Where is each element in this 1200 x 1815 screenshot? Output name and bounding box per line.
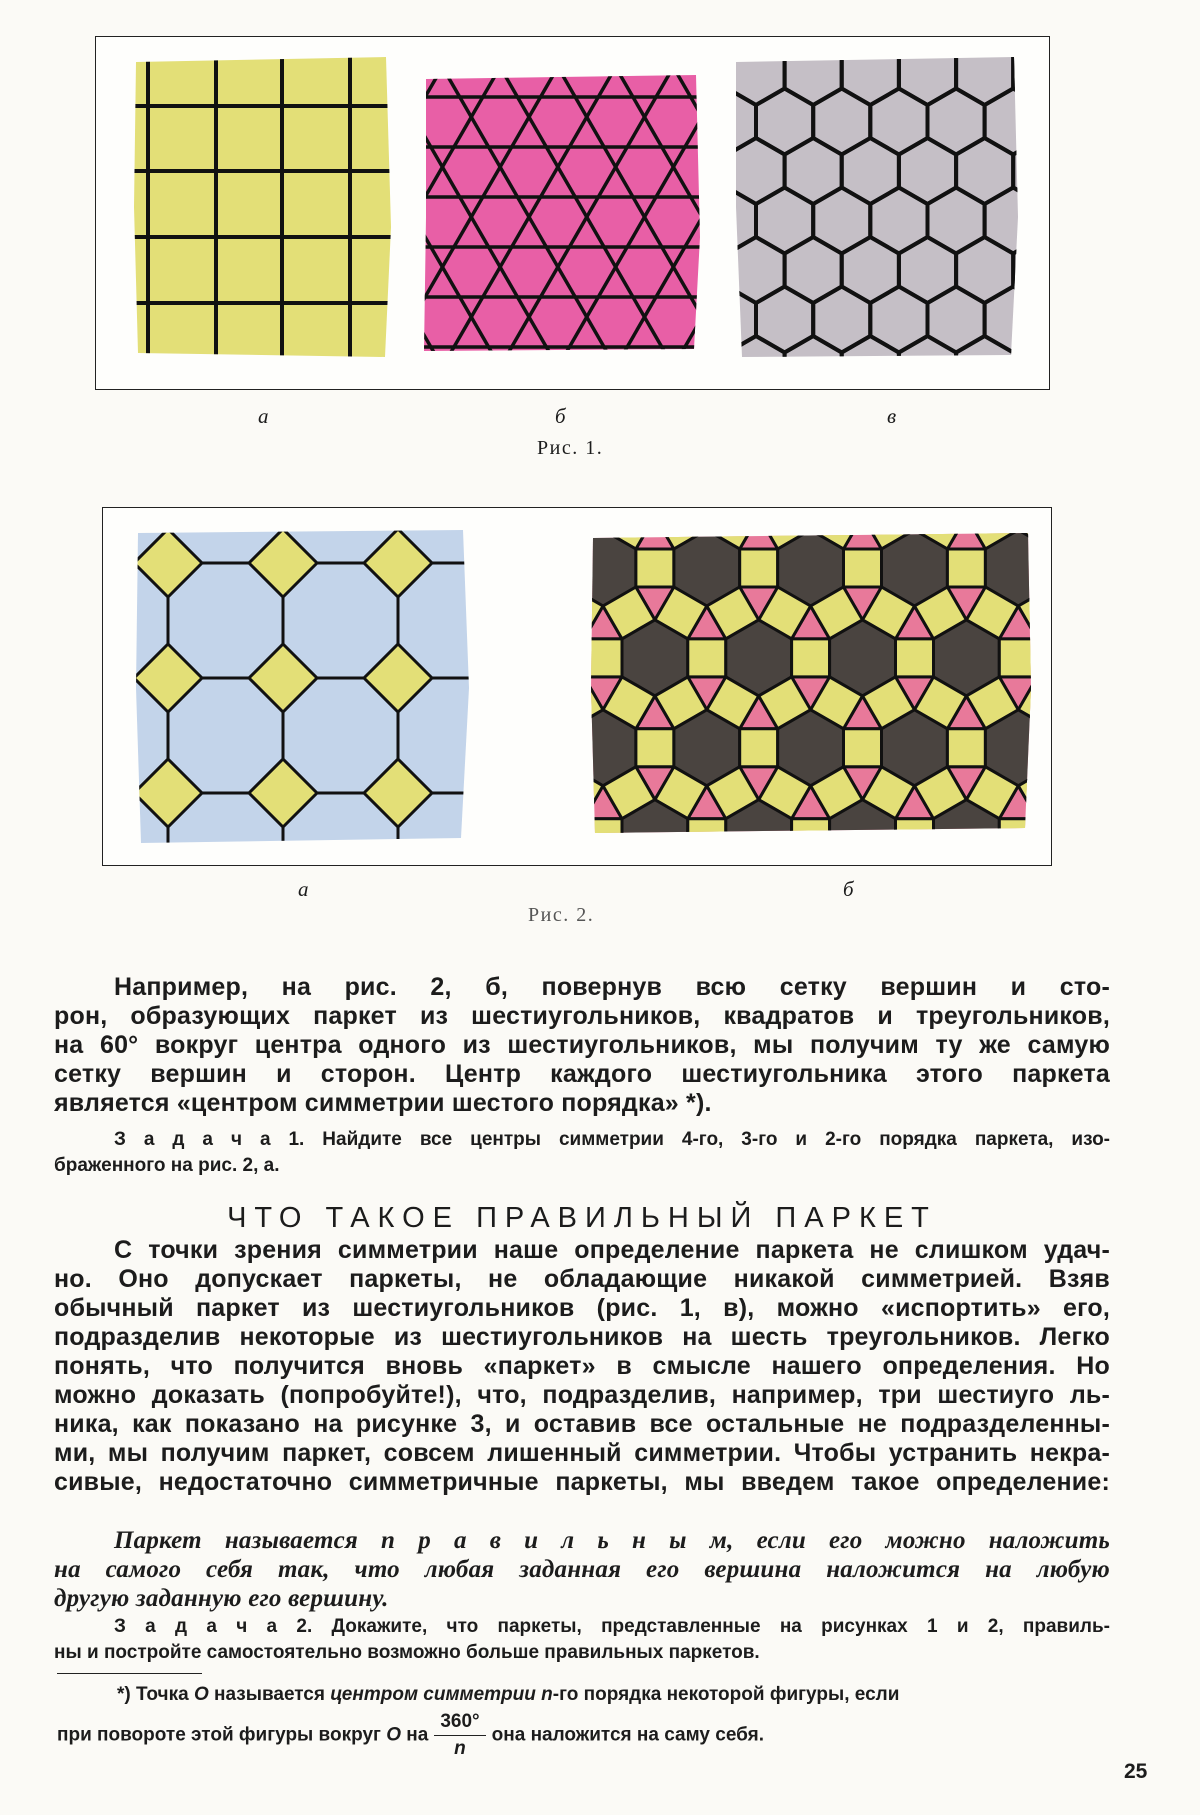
hexagon-tile	[518, 800, 584, 865]
page-number: 25	[1124, 1760, 1148, 1783]
fraction	[434, 1711, 485, 1760]
hexagon-cell	[1013, 336, 1049, 389]
square-tile	[636, 549, 674, 587]
hexagon-square-triangle-tiling	[428, 508, 1051, 865]
square-tile	[499, 508, 551, 549]
hexagon-cell	[813, 386, 870, 390]
square-tile	[792, 639, 830, 677]
figure-2-caption: Рис. 2.	[528, 904, 595, 926]
hexagon-cell	[813, 37, 870, 56]
text-line: ми, мы получим паркет, совсем лишенный симметрии. Чтобы устранить некра-	[54, 1439, 1110, 1467]
square-tile	[499, 767, 551, 819]
square-tile	[584, 639, 622, 677]
square-tile	[532, 729, 570, 767]
square-tile	[480, 819, 518, 857]
hexagon-cell	[1042, 386, 1049, 390]
fn-point: О	[193, 1684, 209, 1705]
hexagon-tile	[518, 508, 584, 516]
hexagon-tile	[622, 508, 688, 516]
hexagon-tile	[830, 508, 896, 516]
task-1	[54, 1127, 1110, 1179]
text-line: на 60° вокруг центра одного из шестиугольников, мы получим ту же самую	[54, 1031, 1110, 1059]
hexagon-cell	[1013, 138, 1049, 204]
hexagon-tile	[466, 530, 532, 606]
fn-term: центром симметрии	[330, 1684, 536, 1705]
hexagon-tile	[726, 508, 792, 516]
fraction-denominator: n	[454, 1738, 466, 1759]
footnote-line-2	[57, 1711, 1109, 1760]
text-line: С точки зрения симметрии наше определение паркета не слишком удач-	[114, 1236, 1110, 1264]
square-tile	[532, 549, 570, 587]
hexagon-tile	[466, 710, 532, 786]
square-tile	[603, 857, 655, 865]
text-line: Паркет называется п р а в и л ь н ы м, если его можно наложить	[114, 1527, 1110, 1554]
square-tile	[966, 857, 1018, 865]
square-tile	[688, 639, 726, 677]
text-line: Например, на рис. 2, б, повернув всю сетку вершин и сто-	[114, 973, 1110, 1001]
square-tile	[499, 508, 551, 549]
hexagon-cell	[928, 37, 985, 56]
fn-point: О	[386, 1724, 401, 1746]
hexagon-cell	[1042, 37, 1049, 56]
fn-text: называется	[208, 1684, 331, 1705]
fn-text: на	[401, 1724, 429, 1746]
fn-text: *) Точка	[117, 1684, 194, 1705]
text-line: З а д а ч а 1. Найдите все центры симметрии 4-го, 3-го и 2-го порядка паркета, изо-	[114, 1129, 1110, 1150]
hexagon-cell	[1042, 188, 1049, 254]
text-line: можно доказать (попробуйте!), что, подразделив, например, три шестиуго ль-	[54, 1381, 1110, 1409]
square-tiling-background	[126, 47, 406, 367]
hexagon-cell	[1042, 89, 1049, 155]
square-tile	[759, 857, 811, 865]
hexagon-tile	[934, 508, 1000, 516]
fn-text: при повороте этой фигуры вокруг	[57, 1724, 387, 1746]
square-tile	[740, 549, 778, 587]
hexagon-tile	[1037, 508, 1051, 516]
square-tile	[499, 677, 551, 729]
square-tile	[480, 639, 518, 677]
square-tile	[896, 819, 934, 857]
footnote-rule	[57, 1673, 202, 1674]
hexagon-cell	[1013, 39, 1049, 105]
square-tile	[584, 819, 622, 857]
text-line: но. Оно допускает паркеты, не обладающие никакой симметрией. Взяв	[54, 1265, 1110, 1293]
figure-1-caption: Рис. 1.	[537, 437, 604, 459]
figure-1-tilings	[96, 37, 1049, 389]
text-line: сетку вершин и сторон. Центр каждого шестиугольника этого паркета	[54, 1060, 1110, 1088]
square-tile	[532, 549, 570, 587]
definition	[54, 1526, 1110, 1613]
section-heading: ЧТО ТАКОЕ ПРАВИЛЬНЫЙ ПАРКЕТ	[227, 1202, 937, 1234]
hexagon-cell	[870, 386, 927, 390]
square-tile	[499, 587, 551, 639]
hexagon-cell	[1013, 237, 1049, 303]
text-line: понять, что получится вновь «паркет» в смысле нашего определения. Но	[54, 1352, 1110, 1380]
square-tile	[844, 549, 882, 587]
text-line: обычный паркет из шестиугольников (рис. 1, в), можно «испортить» его,	[54, 1294, 1110, 1322]
hexagon-cell	[928, 386, 985, 390]
square-tile	[740, 729, 778, 767]
figure-1-frame	[95, 36, 1050, 390]
hexagon-cell	[756, 386, 813, 390]
square-tile	[915, 857, 967, 865]
text-line: является «центром симметрии шестого порядка» *).	[54, 1089, 712, 1117]
square-tile	[811, 857, 863, 865]
hexagon-tile	[518, 620, 584, 696]
hexagon-tile	[1037, 800, 1051, 865]
square-tile	[479, 759, 547, 827]
text-line: ны и постройте самостоятельно возможно больше правильных паркетов.	[54, 1642, 760, 1663]
paragraph-2	[54, 1236, 1110, 1497]
square-tile	[479, 644, 547, 712]
figure-1-label-c: в	[887, 404, 897, 428]
footnote-line-1	[57, 1684, 1109, 1706]
square-tile	[947, 729, 985, 767]
hexagon-cell	[1042, 287, 1049, 353]
fn-n: n	[535, 1684, 553, 1705]
square-tile	[896, 639, 934, 677]
square-tile	[479, 529, 547, 597]
square-tile	[688, 819, 726, 857]
hexagon-cell	[985, 37, 1042, 56]
square-tile	[499, 857, 551, 865]
figure-2-frame	[102, 507, 1052, 866]
square-tile	[707, 857, 759, 865]
text-line: подразделив некоторые из шестиугольников на шесть треугольников. Легко	[54, 1323, 1110, 1351]
square-tile	[499, 587, 551, 639]
hexagon-cell	[699, 37, 756, 56]
square-tile	[999, 639, 1037, 677]
paragraph-1	[54, 973, 1110, 1118]
fn-text: она наложится на саму себя.	[491, 1724, 764, 1746]
task-2	[54, 1614, 1110, 1666]
fn-text: -го порядка некоторой фигуры, если	[552, 1684, 900, 1705]
text-line: рон, образующих паркет из шестиугольников, квадратов и треугольников,	[54, 1002, 1110, 1030]
fraction-numerator: 360°	[434, 1711, 485, 1736]
hexagon-cell	[699, 386, 756, 390]
triangle-line	[1020, 67, 1049, 367]
square-tile	[655, 857, 707, 865]
square-tile	[999, 819, 1037, 857]
text-line: сивые, недостаточно симметричные паркеты, мы введем такое определение:	[54, 1468, 1110, 1496]
hexagon-cell	[985, 386, 1042, 390]
square-tile	[499, 767, 551, 819]
square-tile	[863, 857, 915, 865]
square-tile	[792, 819, 830, 857]
figure-2-label-b: б	[843, 877, 854, 901]
figure-1-label-b: б	[555, 404, 566, 428]
square-tile	[532, 729, 570, 767]
square-tile	[499, 677, 551, 729]
text-line: на самого себя так, что любая заданная его вершина наложится на любую	[54, 1556, 1110, 1583]
hexagon-cell	[756, 37, 813, 56]
text-line: браженного на рис. 2, а.	[54, 1155, 280, 1176]
text-line: другую заданную его вершину.	[54, 1585, 389, 1612]
text-line: З а д а ч а 2. Докажите, что паркеты, представленные на рисунках 1 и 2, правиль-	[114, 1616, 1110, 1637]
triangle-tiling-background	[416, 67, 706, 357]
figure-2-tilings	[103, 508, 1051, 865]
figure-2-label-a: а	[298, 877, 309, 901]
square-tile	[947, 549, 985, 587]
text-line: ника, как показано на рисунке 3, и оставив все остальные не подразделенны-	[54, 1410, 1110, 1438]
hexagon-cell	[870, 37, 927, 56]
square-tile	[551, 857, 603, 865]
figure-1-label-a: а	[258, 404, 269, 428]
square-tile	[1018, 857, 1051, 865]
square-tile	[636, 729, 674, 767]
hexagon-tile	[1037, 620, 1051, 696]
square-tile	[844, 729, 882, 767]
